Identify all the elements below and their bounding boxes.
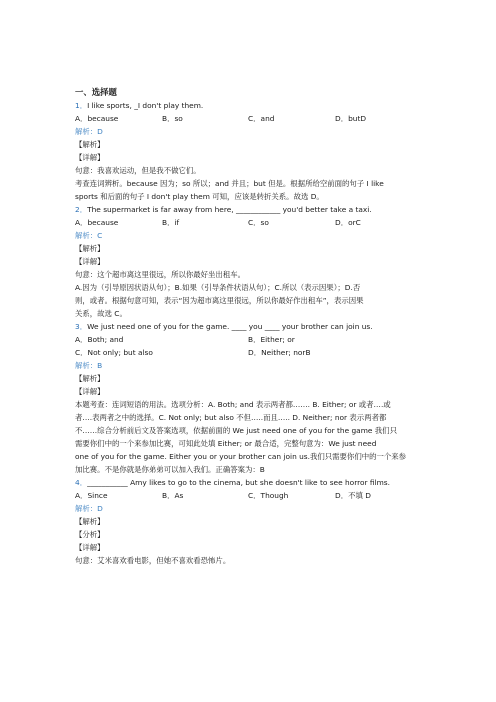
question-stem: The supermarket is far away from here, ____________ you'd better take a taxi.	[87, 205, 372, 214]
question-2-stem-line	[75, 205, 372, 215]
option-a: A．because	[75, 114, 119, 123]
option-d: D．Neither; norB	[248, 348, 311, 357]
answer-label: 解析：D	[75, 127, 103, 136]
option-c: C．Though	[248, 491, 289, 500]
question-number: 2．	[75, 205, 88, 214]
option-c: C．and	[248, 114, 275, 123]
detail-tag: 【详解】	[75, 543, 105, 552]
summary-tag: 【分析】	[75, 530, 105, 539]
explanation-line: A.因为（引导原因状语从句）；B.如果（引导条件状语从句）；C.所以（表示因果）；D.否	[75, 283, 361, 292]
explanation-line: 句意：艾米喜欢看电影，但她不喜欢看恐怖片。	[75, 556, 231, 565]
explanation-line: 关系，故选 C。	[75, 309, 127, 318]
question-4-stem-line	[75, 478, 390, 488]
option-d: D．butD	[335, 114, 367, 123]
question-1-stem-line	[75, 101, 203, 111]
explanation-line: 者….表两者之中的选择。C. Not only; but also 不但…..而且….. D. Neither; nor 表示两者都	[75, 413, 387, 422]
section-title: 一、选择题	[75, 87, 117, 97]
analysis-tag: 【解析】	[75, 244, 105, 253]
explanation-line: 加比赛。不是你就是你弟弟可以加入我们。正确答案为：B	[75, 465, 265, 474]
option-c: C．Not only; but also	[75, 348, 153, 357]
option-c: C．so	[248, 218, 269, 227]
detail-tag: 【详解】	[75, 153, 105, 162]
option-b: B．so	[162, 114, 183, 123]
explanation-line: 句意：我喜欢运动，但是我不做它们。	[75, 166, 201, 175]
explanation-line: 则，或者。根据句意可知，表示“因为超市离这里很远，所以你最好作出租车”，表示因果	[75, 296, 364, 305]
option-d: D．orC	[335, 218, 361, 227]
analysis-tag: 【解析】	[75, 517, 105, 526]
explanation-line: 需要你们中的一个来参加比赛，可知此处填 Either; or 最合适，完整句意为：We just need	[75, 439, 377, 448]
option-d: D．不填 D	[335, 491, 371, 500]
question-number: 1．	[75, 101, 88, 110]
detail-tag: 【详解】	[75, 387, 105, 396]
explanation-line: 句意：这个超市离这里很远，所以你最好坐出租车。	[75, 270, 245, 279]
explanation-line: 不……综合分析前后文及答案选项，依据前面的 We just need one of you for the game 我们只	[75, 426, 397, 435]
analysis-tag: 【解析】	[75, 374, 105, 383]
question-number: 4．	[75, 478, 88, 487]
option-b: B．Either; or	[248, 335, 295, 344]
analysis-tag: 【解析】	[75, 140, 105, 149]
option-b: B．if	[162, 218, 180, 227]
option-a: A．because	[75, 218, 119, 227]
question-number: 3．	[75, 322, 88, 331]
question-stem: We just need one of you for the game. ____ you ____ your brother can join us.	[87, 322, 373, 331]
question-stem: ___________ Amy likes to go to the cinema, but she doesn't like to see horror films.	[87, 478, 391, 487]
answer-label: 解析：D	[75, 504, 103, 513]
answer-label: 解析：B	[75, 361, 103, 370]
question-stem: I like sports, _I don't play them.	[87, 101, 204, 110]
option-b: B．As	[162, 491, 184, 500]
question-3-stem-line	[75, 322, 373, 332]
detail-tag: 【详解】	[75, 257, 105, 266]
explanation-line: 本题考查：连词短语的用法。选项分析：A. Both; and 表示两者都……. B. Either; or 或者….或	[75, 400, 391, 409]
option-a: A．Both; and	[75, 335, 124, 344]
answer-label: 解析：C	[75, 231, 103, 240]
explanation-line: one of you for the game. Either you or your brother can join us.我们只需要你们中的一个来参	[75, 452, 407, 461]
explanation-line: sports 和后面的句子 I don't play them 可知，应该是转折关系。故选 D。	[75, 192, 324, 201]
option-a: A．Since	[75, 491, 108, 500]
explanation-line: 考查连词辨析。because 因为；so 所以；and 并且；but 但是。根据所给空前面的句子 I like	[75, 179, 384, 188]
